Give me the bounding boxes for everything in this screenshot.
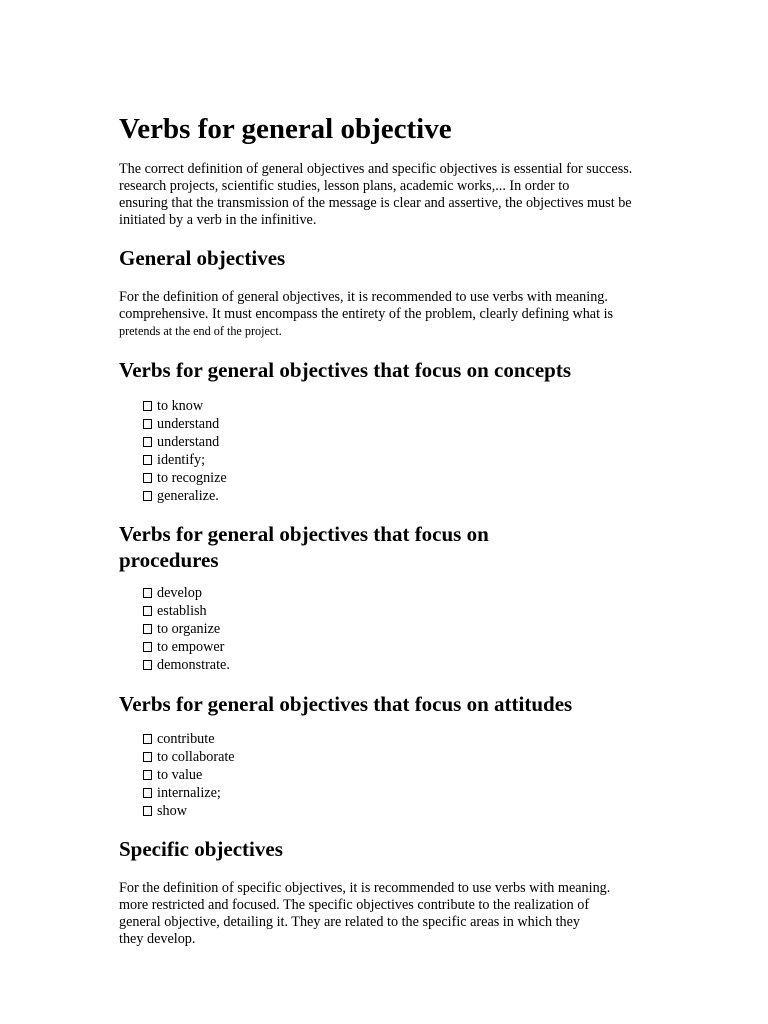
checkbox-bullet-icon bbox=[143, 401, 152, 411]
specific-line: more restricted and focused. The specific objectives contribute to the realization of bbox=[119, 897, 590, 913]
list-item-label: identify; bbox=[157, 452, 206, 468]
checkbox-bullet-icon bbox=[143, 473, 152, 483]
intro-line: initiated by a verb in the infinitive. bbox=[119, 212, 317, 228]
list-item-label: understand bbox=[157, 416, 220, 432]
checkbox-bullet-icon bbox=[143, 788, 152, 798]
intro-line: research projects, scientific studies, lesson plans, academic works,... In order to bbox=[119, 178, 570, 194]
document-content bbox=[119, 110, 689, 948]
list-item-label: establish bbox=[157, 603, 207, 619]
concepts-list bbox=[119, 397, 689, 505]
list-item bbox=[143, 766, 689, 784]
intro-line: ensuring that the transmission of the message is clear and assertive, the objectives must be bbox=[119, 195, 632, 211]
list-item-label: to empower bbox=[157, 639, 225, 655]
list-item-label: to value bbox=[157, 767, 203, 783]
list-item bbox=[143, 451, 689, 469]
list-item-label: internalize; bbox=[157, 785, 221, 801]
intro-paragraph bbox=[119, 161, 689, 229]
section-heading-specific: Specific objectives bbox=[119, 837, 283, 861]
list-item bbox=[143, 620, 689, 638]
attitudes-list bbox=[119, 730, 689, 820]
checkbox-bullet-icon bbox=[143, 419, 152, 429]
section-heading-concepts: Verbs for general objectives that focus on concepts bbox=[119, 358, 572, 382]
checkbox-bullet-icon bbox=[143, 642, 152, 652]
checkbox-bullet-icon bbox=[143, 455, 152, 465]
intro-line: The correct definition of general objectives and specific objectives is essential for success. bbox=[119, 161, 633, 177]
list-item bbox=[143, 730, 689, 748]
checkbox-bullet-icon bbox=[143, 806, 152, 816]
section-heading-general: General objectives bbox=[119, 246, 286, 270]
specific-line: general objective, detailing it. They are related to the specific areas in which they bbox=[119, 914, 581, 930]
procedures-list bbox=[119, 584, 689, 674]
section-heading-attitudes: Verbs for general objectives that focus on attitudes bbox=[119, 692, 573, 716]
list-item bbox=[143, 638, 689, 656]
list-item bbox=[143, 397, 689, 415]
list-item-label: demonstrate. bbox=[157, 657, 230, 673]
heading-line: Verbs for general objectives that focus on bbox=[119, 522, 489, 546]
list-item-label: understand bbox=[157, 434, 220, 450]
section-heading-procedures bbox=[119, 521, 689, 573]
list-item bbox=[143, 584, 689, 602]
list-item-label: to organize bbox=[157, 621, 221, 637]
checkbox-bullet-icon bbox=[143, 624, 152, 634]
list-item-label: to collaborate bbox=[157, 749, 235, 765]
checkbox-bullet-icon bbox=[143, 734, 152, 744]
page-title: Verbs for general objective bbox=[119, 113, 452, 145]
checkbox-bullet-icon bbox=[143, 437, 152, 447]
general-line: pretends at the end of the project. bbox=[119, 324, 282, 338]
list-item bbox=[143, 433, 689, 451]
specific-line: they develop. bbox=[119, 931, 196, 947]
list-item bbox=[143, 602, 689, 620]
checkbox-bullet-icon bbox=[143, 588, 152, 598]
list-item bbox=[143, 748, 689, 766]
list-item-label: develop bbox=[157, 585, 202, 601]
list-item bbox=[143, 415, 689, 433]
list-item-label: contribute bbox=[157, 731, 215, 747]
general-line: For the definition of general objectives, it is recommended to use verbs with meaning. bbox=[119, 289, 608, 305]
checkbox-bullet-icon bbox=[143, 752, 152, 762]
checkbox-bullet-icon bbox=[143, 606, 152, 616]
checkbox-bullet-icon bbox=[143, 491, 152, 501]
list-item bbox=[143, 487, 689, 505]
list-item bbox=[143, 656, 689, 674]
list-item bbox=[143, 802, 689, 820]
list-item-label: generalize. bbox=[157, 488, 219, 504]
list-item bbox=[143, 469, 689, 487]
list-item-label: to recognize bbox=[157, 470, 227, 486]
list-item-label: show bbox=[157, 803, 187, 819]
general-paragraph bbox=[119, 289, 689, 340]
checkbox-bullet-icon bbox=[143, 660, 152, 670]
list-item-label: to know bbox=[157, 398, 204, 414]
general-line: comprehensive. It must encompass the entirety of the problem, clearly defining what is bbox=[119, 306, 614, 322]
list-item bbox=[143, 784, 689, 802]
specific-line: For the definition of specific objectives, it is recommended to use verbs with meaning. bbox=[119, 880, 611, 896]
heading-line: procedures bbox=[119, 548, 219, 572]
specific-paragraph bbox=[119, 880, 689, 948]
checkbox-bullet-icon bbox=[143, 770, 152, 780]
